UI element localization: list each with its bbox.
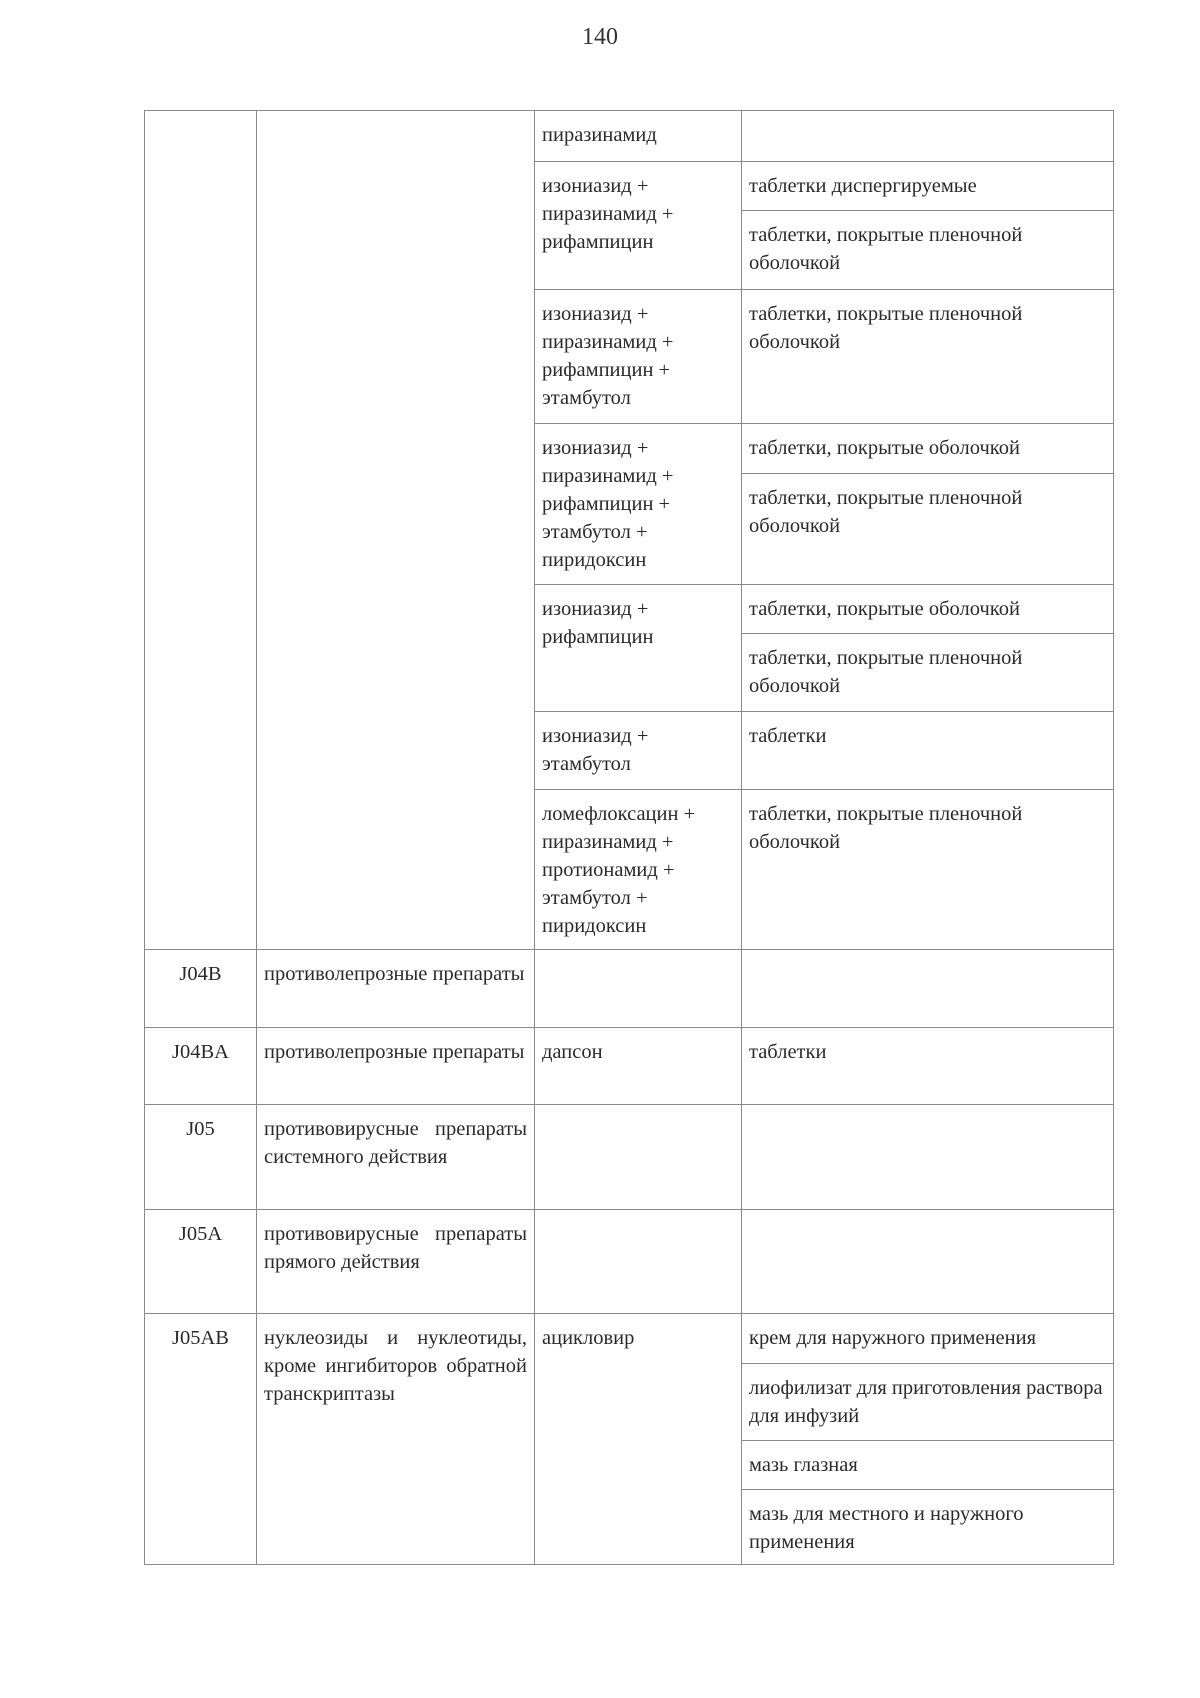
- substance-cell: пиразинамид: [535, 111, 742, 162]
- dosage-form-cell: таблетки: [742, 712, 1114, 790]
- atc-code-cell: J05: [145, 1105, 257, 1210]
- table-row: [145, 1210, 1114, 1314]
- dosage-form-cell: таблетки, покрытые пленочной оболочкой: [742, 634, 1114, 712]
- atc-code-cell: J05A: [145, 1210, 257, 1314]
- dosage-form-cell: таблетки, покрытые пленочной оболочкой: [742, 290, 1114, 424]
- table-row: [145, 950, 1114, 1028]
- substance-cell: [535, 1105, 742, 1210]
- dosage-form-cell: таблетки, покрытые оболочкой: [742, 585, 1114, 634]
- substance-cell: [535, 1210, 742, 1314]
- dosage-form-cell: таблетки, покрытые оболочкой: [742, 424, 1114, 474]
- group-name-cell: противовирусные препараты прямого действия: [257, 1210, 535, 1314]
- substance-cell: ацикловир: [535, 1314, 742, 1565]
- substance-cell: изониазид + рифампицин: [535, 585, 742, 712]
- dosage-form-cell: таблетки диспергируемые: [742, 162, 1114, 211]
- dosage-form-cell: таблетки, покрытые пленочной оболочкой: [742, 790, 1114, 950]
- table-row: [145, 1028, 1114, 1105]
- group-name-cell: противолепрозные препараты: [257, 950, 535, 1028]
- substance-cell: изониазид + пиразинамид + рифампицин: [535, 162, 742, 290]
- group-name-cell: нуклеозиды и нуклеотиды, кроме ингибиторов обратной транскриптазы: [257, 1314, 535, 1565]
- dosage-form-cell: [742, 950, 1114, 1028]
- atc-code-cell: J04BA: [145, 1028, 257, 1105]
- dosage-form-cell: [742, 111, 1114, 162]
- atc-code-cell: J05AB: [145, 1314, 257, 1565]
- atc-code-cell: J04B: [145, 950, 257, 1028]
- substance-cell: изониазид + этамбутол: [535, 712, 742, 790]
- dosage-form-cell: мазь глазная: [742, 1441, 1114, 1490]
- dosage-form-cell: таблетки, покрытые пленочной оболочкой: [742, 474, 1114, 585]
- dosage-form-cell: таблетки, покрытые пленочной оболочкой: [742, 211, 1114, 290]
- substance-cell: изониазид + пиразинамид + рифампицин + этамбутол + пиридоксин: [535, 424, 742, 585]
- dosage-form-cell: [742, 1210, 1114, 1314]
- dosage-form-cell: мазь для местного и наружного применения: [742, 1490, 1114, 1565]
- table-row: [145, 111, 1114, 162]
- substance-cell: [535, 950, 742, 1028]
- substance-cell: изониазид + пиразинамид + рифампицин + этамбутол: [535, 290, 742, 424]
- dosage-form-cell: [742, 1105, 1114, 1210]
- substance-cell: дапсон: [535, 1028, 742, 1105]
- page-number: 140: [582, 24, 618, 50]
- table-row: [145, 1105, 1114, 1210]
- atc-code-cell: [145, 111, 257, 950]
- group-name-cell: противолепрозные препараты: [257, 1028, 535, 1105]
- substance-cell: ломефлоксацин + пиразинамид + протионамид + этамбутол + пиридоксин: [535, 790, 742, 950]
- group-name-cell: противовирусные препараты системного действия: [257, 1105, 535, 1210]
- drug-table: [144, 110, 1114, 1565]
- dosage-form-cell: крем для наружного применения: [742, 1314, 1114, 1364]
- dosage-form-cell: лиофилизат для приготовления раствора для инфузий: [742, 1364, 1114, 1441]
- group-name-cell: [257, 111, 535, 950]
- dosage-form-cell: таблетки: [742, 1028, 1114, 1105]
- table-row: [145, 1314, 1114, 1364]
